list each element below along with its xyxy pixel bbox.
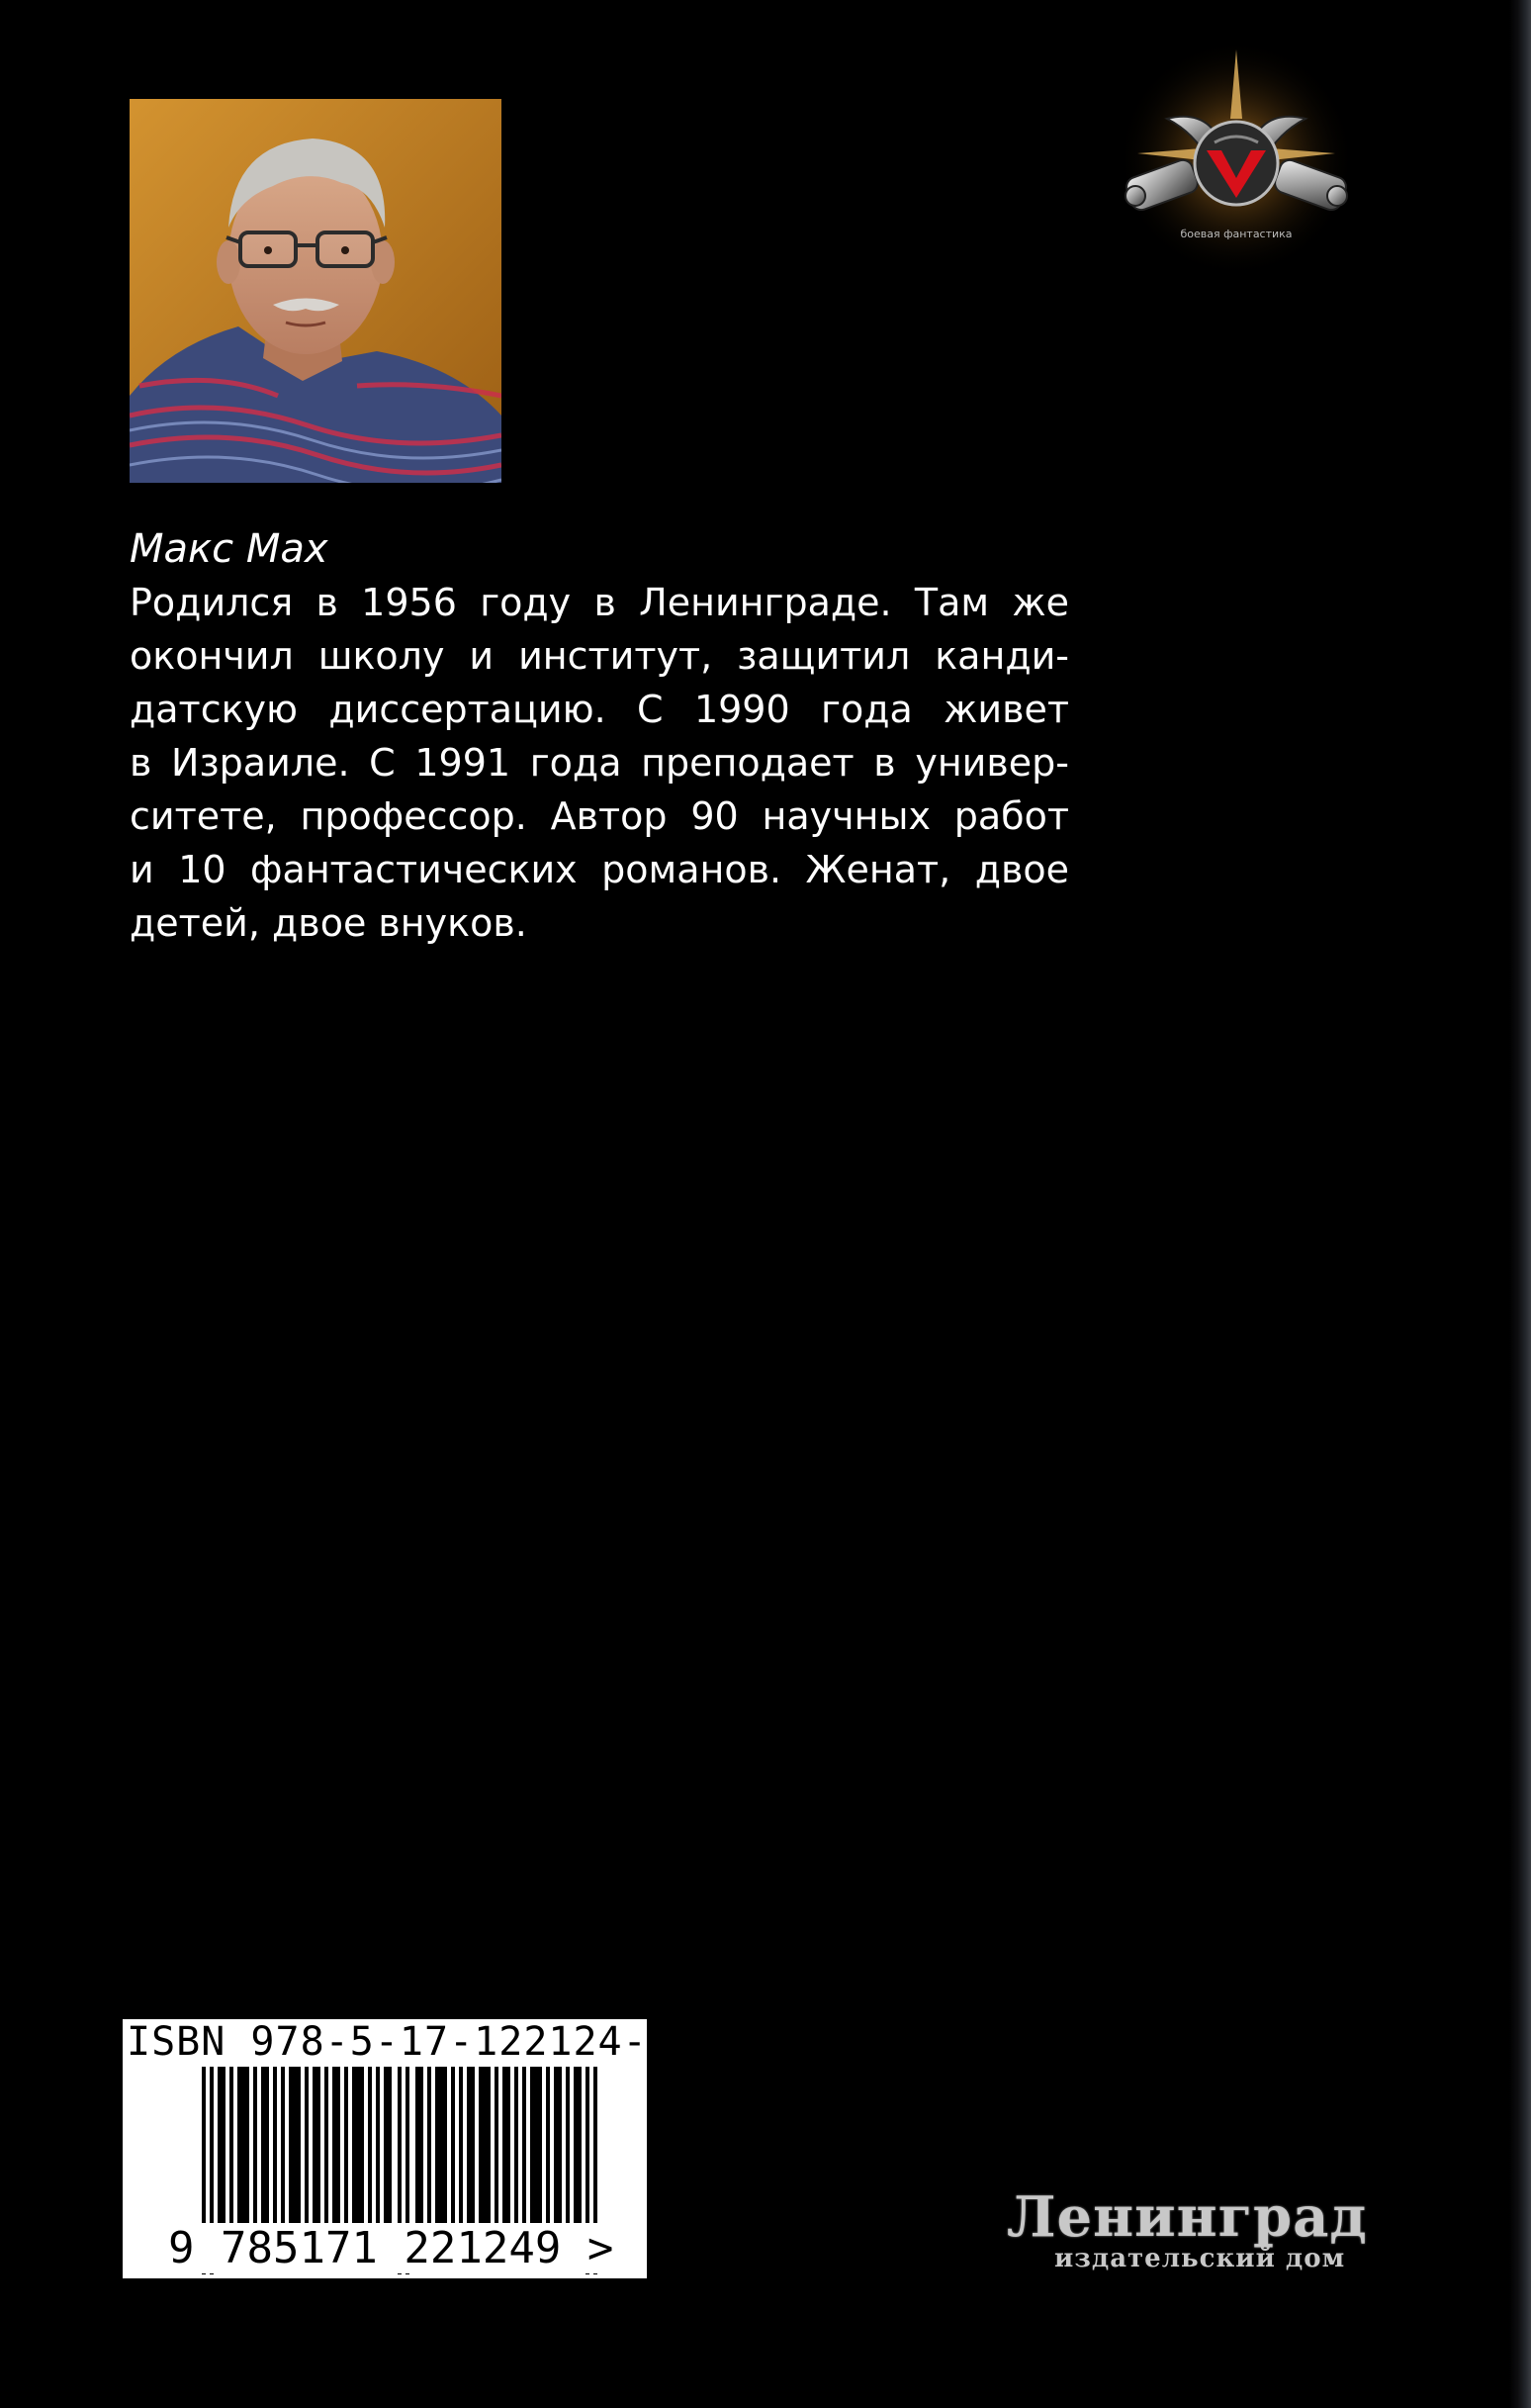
publisher-name: Ленинград (1007, 2184, 1368, 2250)
author-bio (130, 576, 1069, 950)
author-photo (130, 99, 501, 483)
bio-line: окончил школу и институт, защитил канди- (130, 634, 1069, 678)
publisher-subtitle: издательский дом (1054, 2244, 1346, 2273)
barcode-digits (166, 2223, 615, 2274)
barcode-digits-text: 9 785171 221249 > (168, 2223, 614, 2273)
bio-line: в Израиле. С 1991 года преподает в универ- (130, 741, 1069, 785)
bio-line: датскую диссертацию. С 1990 года живет (130, 688, 1069, 731)
publisher-logo (1007, 2186, 1383, 2285)
isbn-barcode (123, 2019, 673, 2278)
svg-text:боевая фантастика: боевая фантастика (1180, 228, 1293, 240)
bio-line: детей, двое внуков. (130, 901, 527, 945)
series-emblem-icon (1108, 40, 1365, 297)
author-name: Макс Мах (130, 526, 328, 572)
bio-line: ситете, профессор. Автор 90 научных работ (130, 794, 1069, 838)
bio-line: и 10 фантастических романов. Женат, двое (130, 848, 1069, 891)
cover-edge-strip (1509, 0, 1531, 2408)
isbn-label: ISBN 978-5-17-122124-9 (127, 2019, 673, 2065)
bio-line: Родился в 1956 году в Ленинграде. Там же (130, 581, 1069, 624)
